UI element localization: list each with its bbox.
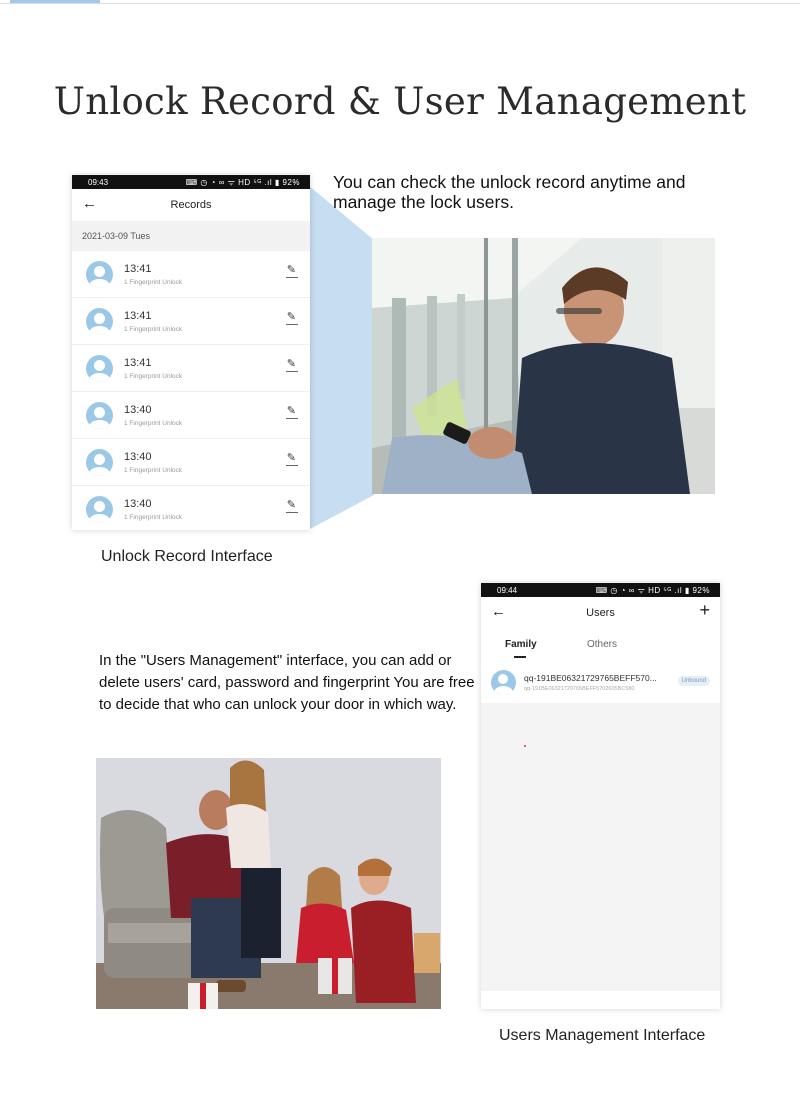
users-caption: Users Management Interface	[499, 1027, 706, 1044]
user-avatar-icon	[86, 261, 113, 288]
edit-pencil-icon[interactable]: ✎	[286, 405, 296, 417]
nav-title: Users	[586, 607, 615, 619]
record-row[interactable]	[72, 486, 310, 530]
record-row[interactable]	[72, 345, 310, 392]
add-user-plus-icon[interactable]: +	[699, 600, 710, 620]
edit-underline	[286, 277, 298, 278]
record-row[interactable]	[72, 298, 310, 345]
edit-pencil-icon[interactable]: ✎	[286, 499, 296, 511]
tab-others[interactable]: Others	[587, 639, 618, 650]
edit-underline	[286, 418, 298, 419]
family-illustration	[96, 758, 441, 1009]
record-row[interactable]	[72, 251, 310, 298]
users-phone-screen	[481, 583, 720, 1009]
back-arrow-icon[interactable]: ←	[82, 195, 97, 212]
status-icons: ⌨ ◷ ◔ ∞ ᯤ HD ⁵ᴳ .ıl ▮ 92%	[595, 585, 710, 595]
status-icons: ⌨ ◷ ◔ ∞ ᯤ HD ⁵ᴳ .ıl ▮ 92%	[185, 177, 300, 187]
nav-bar	[72, 189, 310, 221]
user-avatar-icon	[86, 496, 113, 523]
user-id: qq-191BE06321729765BEFF5702605BC580	[524, 685, 635, 692]
records-caption: Unlock Record Interface	[101, 548, 273, 565]
callout-wedge	[308, 185, 374, 530]
family-photo	[96, 758, 441, 1009]
user-avatar-icon	[86, 355, 113, 382]
record-method: 1 Fingerprint Unlock	[124, 513, 183, 521]
record-method: 1 Fingerprint Unlock	[124, 372, 183, 380]
status-bar	[481, 583, 720, 597]
record-method: 1 Fingerprint Unlock	[124, 278, 183, 286]
record-method: 1 Fingerprint Unlock	[124, 419, 183, 427]
record-time: 13:41	[124, 309, 152, 322]
record-row[interactable]	[72, 439, 310, 486]
user-list-item[interactable]	[481, 663, 720, 701]
record-method: 1 Fingerprint Unlock	[124, 325, 183, 333]
top-divider	[0, 3, 800, 4]
unbound-badge: Unbound	[678, 676, 710, 686]
back-arrow-icon[interactable]: ←	[491, 603, 506, 620]
record-time: 13:40	[124, 497, 152, 510]
users-description: In the "Users Management" interface, you can add or delete users' card, password and fingerprint You are free to decide that who can unlock your door in which way.	[99, 652, 475, 713]
status-bar	[72, 175, 310, 189]
stray-dot	[524, 745, 526, 747]
record-time: 13:40	[124, 450, 152, 463]
record-time: 13:41	[124, 356, 152, 369]
user-avatar-icon	[86, 449, 113, 476]
tab-family[interactable]: Family	[505, 639, 537, 650]
user-avatar-icon	[86, 402, 113, 429]
record-time: 13:41	[124, 262, 152, 275]
edit-underline	[286, 465, 298, 466]
date-header: 2021-03-09 Tues	[72, 221, 310, 251]
edit-underline	[286, 371, 298, 372]
edit-pencil-icon[interactable]: ✎	[286, 264, 296, 276]
record-description: You can check the unlock record anytime and manage the lock users.	[333, 172, 686, 212]
status-time: 09:43	[88, 177, 109, 187]
tab-active-indicator	[514, 656, 526, 658]
page-title: Unlock Record & User Management	[53, 80, 747, 123]
nav-bar	[481, 597, 720, 629]
record-method: 1 Fingerprint Unlock	[124, 466, 183, 474]
empty-list-area	[481, 703, 720, 991]
records-phone-screen	[72, 175, 310, 530]
status-time: 09:44	[497, 585, 518, 595]
edit-underline	[286, 512, 298, 513]
edit-pencil-icon[interactable]: ✎	[286, 311, 296, 323]
edit-underline	[286, 324, 298, 325]
subway-photo	[372, 238, 715, 494]
nav-title: Records	[170, 199, 212, 211]
user-name: qq-191BE06321729765BEFF570...	[524, 672, 657, 683]
subway-illustration	[372, 238, 715, 494]
user-avatar-icon	[86, 308, 113, 335]
user-tabs	[481, 629, 720, 663]
edit-pencil-icon[interactable]: ✎	[286, 358, 296, 370]
record-row[interactable]	[72, 392, 310, 439]
record-time: 13:40	[124, 403, 152, 416]
user-avatar-icon	[491, 670, 516, 695]
edit-pencil-icon[interactable]: ✎	[286, 452, 296, 464]
top-accent-bar	[10, 0, 100, 3]
records-list	[72, 251, 310, 530]
